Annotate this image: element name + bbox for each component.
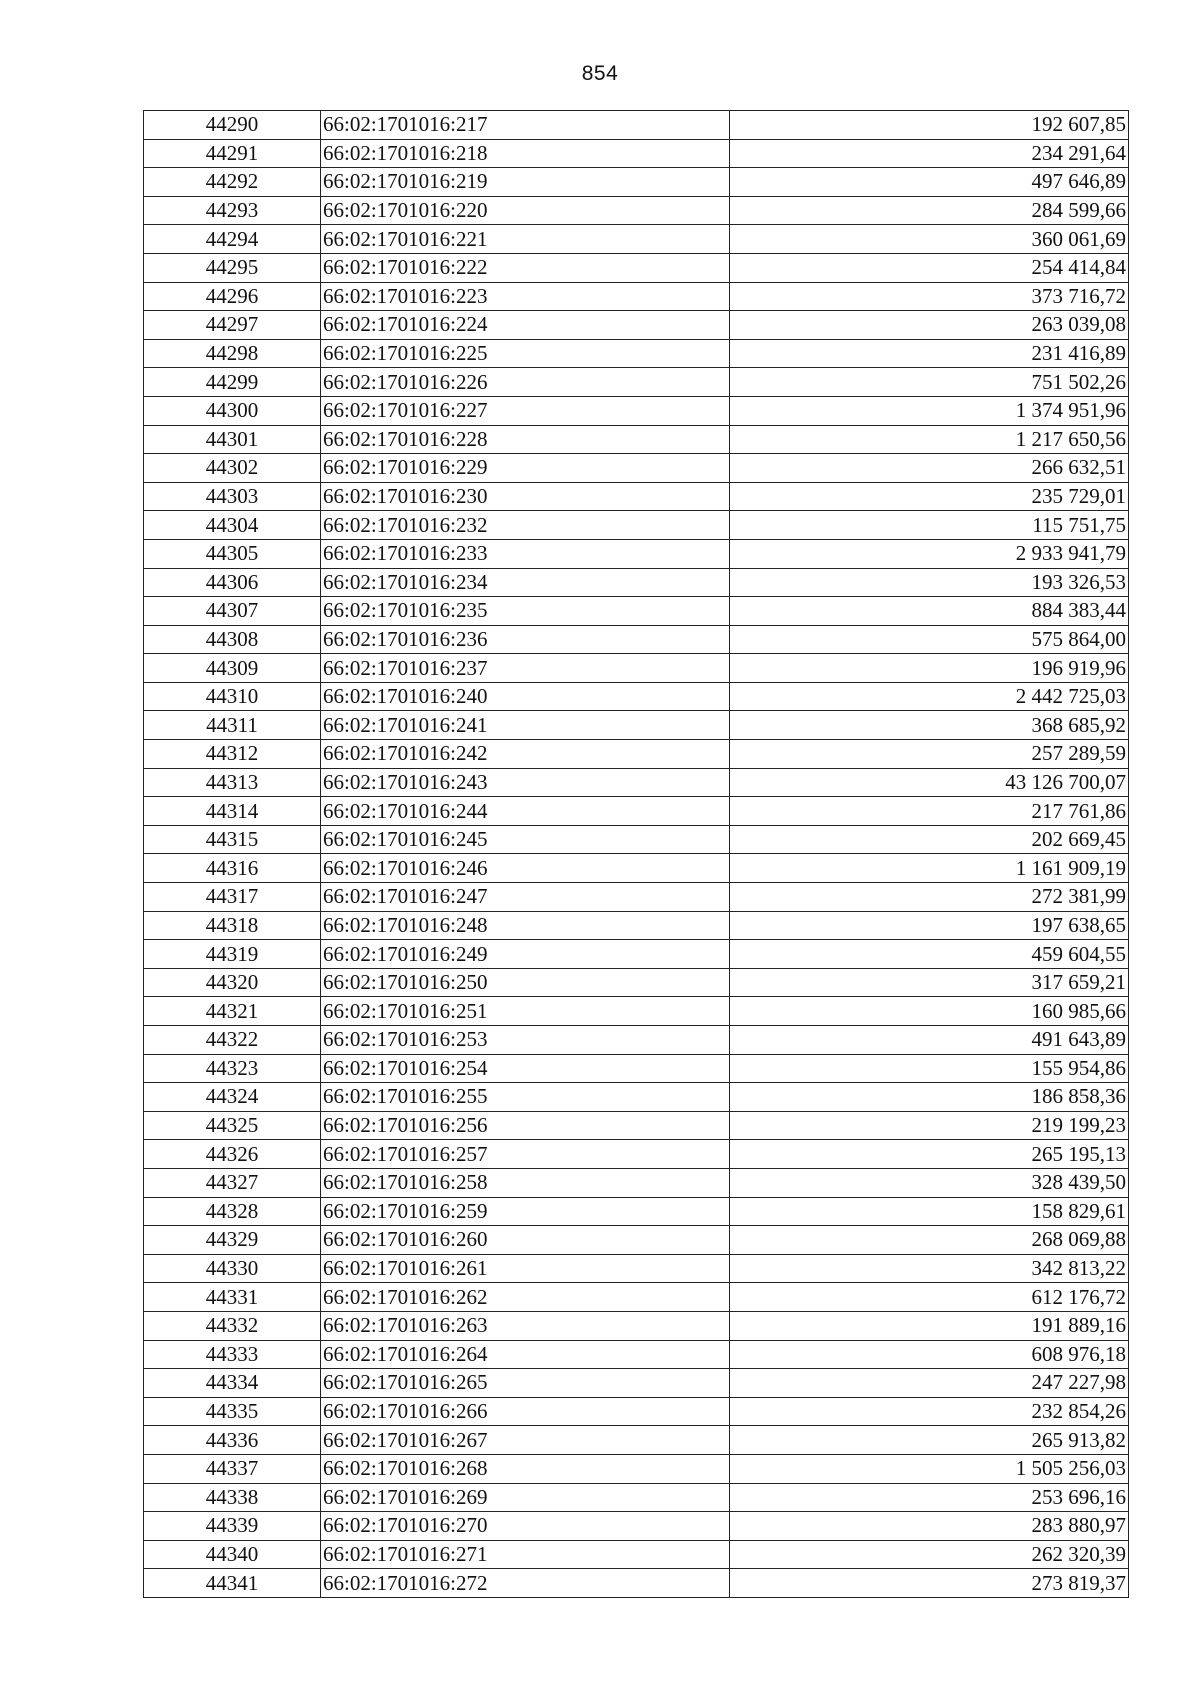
cadastral-number-cell: 66:02:1701016:253 [321, 1026, 730, 1055]
table-row [144, 568, 1129, 597]
row-number-cell: 44325 [144, 1111, 321, 1140]
cadastral-number-cell: 66:02:1701016:225 [321, 339, 730, 368]
page-number: 854 [581, 62, 619, 85]
cadastral-value-cell: 884 383,44 [730, 597, 1129, 626]
table-row [144, 625, 1129, 654]
cadastral-number-cell: 66:02:1701016:267 [321, 1426, 730, 1455]
table-row [144, 940, 1129, 969]
table-row [144, 511, 1129, 540]
row-number-cell: 44326 [144, 1140, 321, 1169]
cadastral-value-cell: 317 659,21 [730, 968, 1129, 997]
table-row [144, 139, 1129, 168]
cadastral-number-cell: 66:02:1701016:270 [321, 1512, 730, 1541]
table-row [144, 111, 1129, 140]
cadastral-value-cell: 265 913,82 [730, 1426, 1129, 1455]
cadastral-number-cell: 66:02:1701016:265 [321, 1369, 730, 1398]
cadastral-number-cell: 66:02:1701016:247 [321, 883, 730, 912]
cadastral-value-cell: 373 716,72 [730, 282, 1129, 311]
table-row [144, 168, 1129, 197]
cadastral-number-cell: 66:02:1701016:249 [321, 940, 730, 969]
row-number-cell: 44314 [144, 797, 321, 826]
cadastral-value-cell: 253 696,16 [730, 1483, 1129, 1512]
cadastral-value-cell: 263 039,08 [730, 311, 1129, 340]
table-row [144, 1569, 1129, 1598]
cadastral-value-cell: 2 442 725,03 [730, 682, 1129, 711]
cadastral-number-cell: 66:02:1701016:220 [321, 196, 730, 225]
cadastral-value-cell: 1 217 650,56 [730, 425, 1129, 454]
table-row [144, 797, 1129, 826]
cadastral-number-cell: 66:02:1701016:271 [321, 1540, 730, 1569]
cadastral-value-cell: 266 632,51 [730, 454, 1129, 483]
cadastral-value-cell: 1 161 909,19 [730, 854, 1129, 883]
row-number-cell: 44296 [144, 282, 321, 311]
table-row [144, 253, 1129, 282]
cadastral-number-cell: 66:02:1701016:255 [321, 1083, 730, 1112]
row-number-cell: 44330 [144, 1254, 321, 1283]
table-row [144, 854, 1129, 883]
cadastral-value-cell: 360 061,69 [730, 225, 1129, 254]
cadastral-number-cell: 66:02:1701016:219 [321, 168, 730, 197]
table-row [144, 396, 1129, 425]
row-number-cell: 44305 [144, 539, 321, 568]
table-row [144, 482, 1129, 511]
table-row [144, 1540, 1129, 1569]
cadastral-number-cell: 66:02:1701016:222 [321, 253, 730, 282]
cadastral-value-cell: 284 599,66 [730, 196, 1129, 225]
cadastral-value-cell: 43 126 700,07 [730, 768, 1129, 797]
row-number-cell: 44304 [144, 511, 321, 540]
cadastral-value-cell: 608 976,18 [730, 1340, 1129, 1369]
cadastral-number-cell: 66:02:1701016:254 [321, 1054, 730, 1083]
row-number-cell: 44312 [144, 740, 321, 769]
cadastral-value-cell: 283 880,97 [730, 1512, 1129, 1541]
cadastral-value-cell: 497 646,89 [730, 168, 1129, 197]
cadastral-number-cell: 66:02:1701016:256 [321, 1111, 730, 1140]
cadastral-value-cell: 257 289,59 [730, 740, 1129, 769]
cadastral-value-cell: 265 195,13 [730, 1140, 1129, 1169]
table-row [144, 1369, 1129, 1398]
table-row [144, 1340, 1129, 1369]
row-number-cell: 44295 [144, 253, 321, 282]
cadastral-value-cell: 328 439,50 [730, 1168, 1129, 1197]
row-number-cell: 44310 [144, 682, 321, 711]
cadastral-value-cell: 491 643,89 [730, 1026, 1129, 1055]
row-number-cell: 44318 [144, 911, 321, 940]
cadastral-number-cell: 66:02:1701016:245 [321, 825, 730, 854]
cadastral-value-cell: 273 819,37 [730, 1569, 1129, 1598]
cadastral-value-cell: 268 069,88 [730, 1226, 1129, 1255]
cadastral-number-cell: 66:02:1701016:237 [321, 654, 730, 683]
cadastral-number-cell: 66:02:1701016:246 [321, 854, 730, 883]
table-row [144, 911, 1129, 940]
row-number-cell: 44340 [144, 1540, 321, 1569]
table-row [144, 968, 1129, 997]
cadastral-number-cell: 66:02:1701016:241 [321, 711, 730, 740]
cadastral-value-cell: 217 761,86 [730, 797, 1129, 826]
cadastral-value-cell: 196 919,96 [730, 654, 1129, 683]
row-number-cell: 44297 [144, 311, 321, 340]
cadastral-number-cell: 66:02:1701016:269 [321, 1483, 730, 1512]
row-number-cell: 44335 [144, 1397, 321, 1426]
cadastral-number-cell: 66:02:1701016:251 [321, 997, 730, 1026]
cadastral-value-cell: 158 829,61 [730, 1197, 1129, 1226]
cadastral-value-cell: 192 607,85 [730, 111, 1129, 140]
cadastral-value-cell: 191 889,16 [730, 1311, 1129, 1340]
row-number-cell: 44323 [144, 1054, 321, 1083]
table-row [144, 311, 1129, 340]
table-row [144, 454, 1129, 483]
cadastral-number-cell: 66:02:1701016:263 [321, 1311, 730, 1340]
cadastral-number-cell: 66:02:1701016:217 [321, 111, 730, 140]
table-row [144, 539, 1129, 568]
cadastral-value-cell: 612 176,72 [730, 1283, 1129, 1312]
cadastral-number-cell: 66:02:1701016:261 [321, 1254, 730, 1283]
row-number-cell: 44307 [144, 597, 321, 626]
row-number-cell: 44306 [144, 568, 321, 597]
cadastral-value-cell: 272 381,99 [730, 883, 1129, 912]
row-number-cell: 44294 [144, 225, 321, 254]
row-number-cell: 44291 [144, 139, 321, 168]
cadastral-number-cell: 66:02:1701016:266 [321, 1397, 730, 1426]
row-number-cell: 44329 [144, 1226, 321, 1255]
row-number-cell: 44303 [144, 482, 321, 511]
cadastral-value-cell: 193 326,53 [730, 568, 1129, 597]
table-row [144, 825, 1129, 854]
cadastral-value-cell: 160 985,66 [730, 997, 1129, 1026]
cadastral-value-table [143, 110, 1129, 1598]
cadastral-value-cell: 202 669,45 [730, 825, 1129, 854]
cadastral-number-cell: 66:02:1701016:236 [321, 625, 730, 654]
table-row [144, 1512, 1129, 1541]
cadastral-value-cell: 368 685,92 [730, 711, 1129, 740]
table-row [144, 883, 1129, 912]
cadastral-value-cell: 342 813,22 [730, 1254, 1129, 1283]
cadastral-number-cell: 66:02:1701016:230 [321, 482, 730, 511]
cadastral-number-cell: 66:02:1701016:244 [321, 797, 730, 826]
row-number-cell: 44299 [144, 368, 321, 397]
cadastral-number-cell: 66:02:1701016:248 [321, 911, 730, 940]
cadastral-value-cell: 235 729,01 [730, 482, 1129, 511]
row-number-cell: 44336 [144, 1426, 321, 1455]
table-row [144, 196, 1129, 225]
cadastral-number-cell: 66:02:1701016:258 [321, 1168, 730, 1197]
table-row [144, 1054, 1129, 1083]
cadastral-number-cell: 66:02:1701016:262 [321, 1283, 730, 1312]
row-number-cell: 44317 [144, 883, 321, 912]
row-number-cell: 44298 [144, 339, 321, 368]
cadastral-value-cell: 197 638,65 [730, 911, 1129, 940]
cadastral-value-cell: 231 416,89 [730, 339, 1129, 368]
table-row [144, 997, 1129, 1026]
cadastral-number-cell: 66:02:1701016:243 [321, 768, 730, 797]
row-number-cell: 44331 [144, 1283, 321, 1312]
cadastral-number-cell: 66:02:1701016:226 [321, 368, 730, 397]
table-row [144, 1026, 1129, 1055]
cadastral-number-cell: 66:02:1701016:259 [321, 1197, 730, 1226]
table-row [144, 1226, 1129, 1255]
cadastral-value-cell: 232 854,26 [730, 1397, 1129, 1426]
row-number-cell: 44302 [144, 454, 321, 483]
cadastral-number-cell: 66:02:1701016:235 [321, 597, 730, 626]
row-number-cell: 44316 [144, 854, 321, 883]
row-number-cell: 44319 [144, 940, 321, 969]
row-number-cell: 44332 [144, 1311, 321, 1340]
cadastral-value-cell: 1 374 951,96 [730, 396, 1129, 425]
row-number-cell: 44338 [144, 1483, 321, 1512]
cadastral-number-cell: 66:02:1701016:233 [321, 539, 730, 568]
cadastral-number-cell: 66:02:1701016:257 [321, 1140, 730, 1169]
cadastral-number-cell: 66:02:1701016:268 [321, 1454, 730, 1483]
cadastral-value-cell: 1 505 256,03 [730, 1454, 1129, 1483]
cadastral-value-cell: 2 933 941,79 [730, 539, 1129, 568]
cadastral-value-cell: 254 414,84 [730, 253, 1129, 282]
table-row [144, 1426, 1129, 1455]
table-row [144, 682, 1129, 711]
table-row [144, 1483, 1129, 1512]
cadastral-number-cell: 66:02:1701016:223 [321, 282, 730, 311]
table-body [144, 111, 1129, 1598]
table-row [144, 368, 1129, 397]
row-number-cell: 44341 [144, 1569, 321, 1598]
cadastral-value-cell: 247 227,98 [730, 1369, 1129, 1398]
row-number-cell: 44333 [144, 1340, 321, 1369]
cadastral-number-cell: 66:02:1701016:232 [321, 511, 730, 540]
row-number-cell: 44301 [144, 425, 321, 454]
row-number-cell: 44292 [144, 168, 321, 197]
table-row [144, 282, 1129, 311]
cadastral-value-cell: 575 864,00 [730, 625, 1129, 654]
table-row [144, 711, 1129, 740]
cadastral-number-cell: 66:02:1701016:224 [321, 311, 730, 340]
row-number-cell: 44321 [144, 997, 321, 1026]
cadastral-number-cell: 66:02:1701016:272 [321, 1569, 730, 1598]
cadastral-value-cell: 459 604,55 [730, 940, 1129, 969]
row-number-cell: 44337 [144, 1454, 321, 1483]
table-row [144, 768, 1129, 797]
cadastral-number-cell: 66:02:1701016:250 [321, 968, 730, 997]
cadastral-value-cell: 115 751,75 [730, 511, 1129, 540]
table-row [144, 1311, 1129, 1340]
row-number-cell: 44311 [144, 711, 321, 740]
cadastral-number-cell: 66:02:1701016:242 [321, 740, 730, 769]
table-row [144, 1454, 1129, 1483]
table-row [144, 1083, 1129, 1112]
cadastral-value-cell: 186 858,36 [730, 1083, 1129, 1112]
table-row [144, 1111, 1129, 1140]
table-row [144, 597, 1129, 626]
cadastral-number-cell: 66:02:1701016:264 [321, 1340, 730, 1369]
cadastral-number-cell: 66:02:1701016:227 [321, 396, 730, 425]
row-number-cell: 44327 [144, 1168, 321, 1197]
row-number-cell: 44322 [144, 1026, 321, 1055]
table-row [144, 1254, 1129, 1283]
cadastral-value-cell: 219 199,23 [730, 1111, 1129, 1140]
table-row [144, 1168, 1129, 1197]
table-row [144, 654, 1129, 683]
table-row [144, 1283, 1129, 1312]
cadastral-number-cell: 66:02:1701016:234 [321, 568, 730, 597]
row-number-cell: 44293 [144, 196, 321, 225]
table-row [144, 740, 1129, 769]
table-row [144, 425, 1129, 454]
row-number-cell: 44309 [144, 654, 321, 683]
cadastral-number-cell: 66:02:1701016:260 [321, 1226, 730, 1255]
row-number-cell: 44308 [144, 625, 321, 654]
cadastral-number-cell: 66:02:1701016:240 [321, 682, 730, 711]
cadastral-value-cell: 155 954,86 [730, 1054, 1129, 1083]
table-row [144, 339, 1129, 368]
table-row [144, 1140, 1129, 1169]
table-row [144, 225, 1129, 254]
cadastral-number-cell: 66:02:1701016:229 [321, 454, 730, 483]
row-number-cell: 44328 [144, 1197, 321, 1226]
table-row [144, 1397, 1129, 1426]
row-number-cell: 44320 [144, 968, 321, 997]
cadastral-number-cell: 66:02:1701016:221 [321, 225, 730, 254]
cadastral-value-cell: 262 320,39 [730, 1540, 1129, 1569]
cadastral-number-cell: 66:02:1701016:228 [321, 425, 730, 454]
cadastral-value-cell: 234 291,64 [730, 139, 1129, 168]
cadastral-value-cell: 751 502,26 [730, 368, 1129, 397]
row-number-cell: 44315 [144, 825, 321, 854]
row-number-cell: 44300 [144, 396, 321, 425]
row-number-cell: 44324 [144, 1083, 321, 1112]
table-row [144, 1197, 1129, 1226]
row-number-cell: 44339 [144, 1512, 321, 1541]
row-number-cell: 44313 [144, 768, 321, 797]
row-number-cell: 44290 [144, 111, 321, 140]
row-number-cell: 44334 [144, 1369, 321, 1398]
cadastral-number-cell: 66:02:1701016:218 [321, 139, 730, 168]
